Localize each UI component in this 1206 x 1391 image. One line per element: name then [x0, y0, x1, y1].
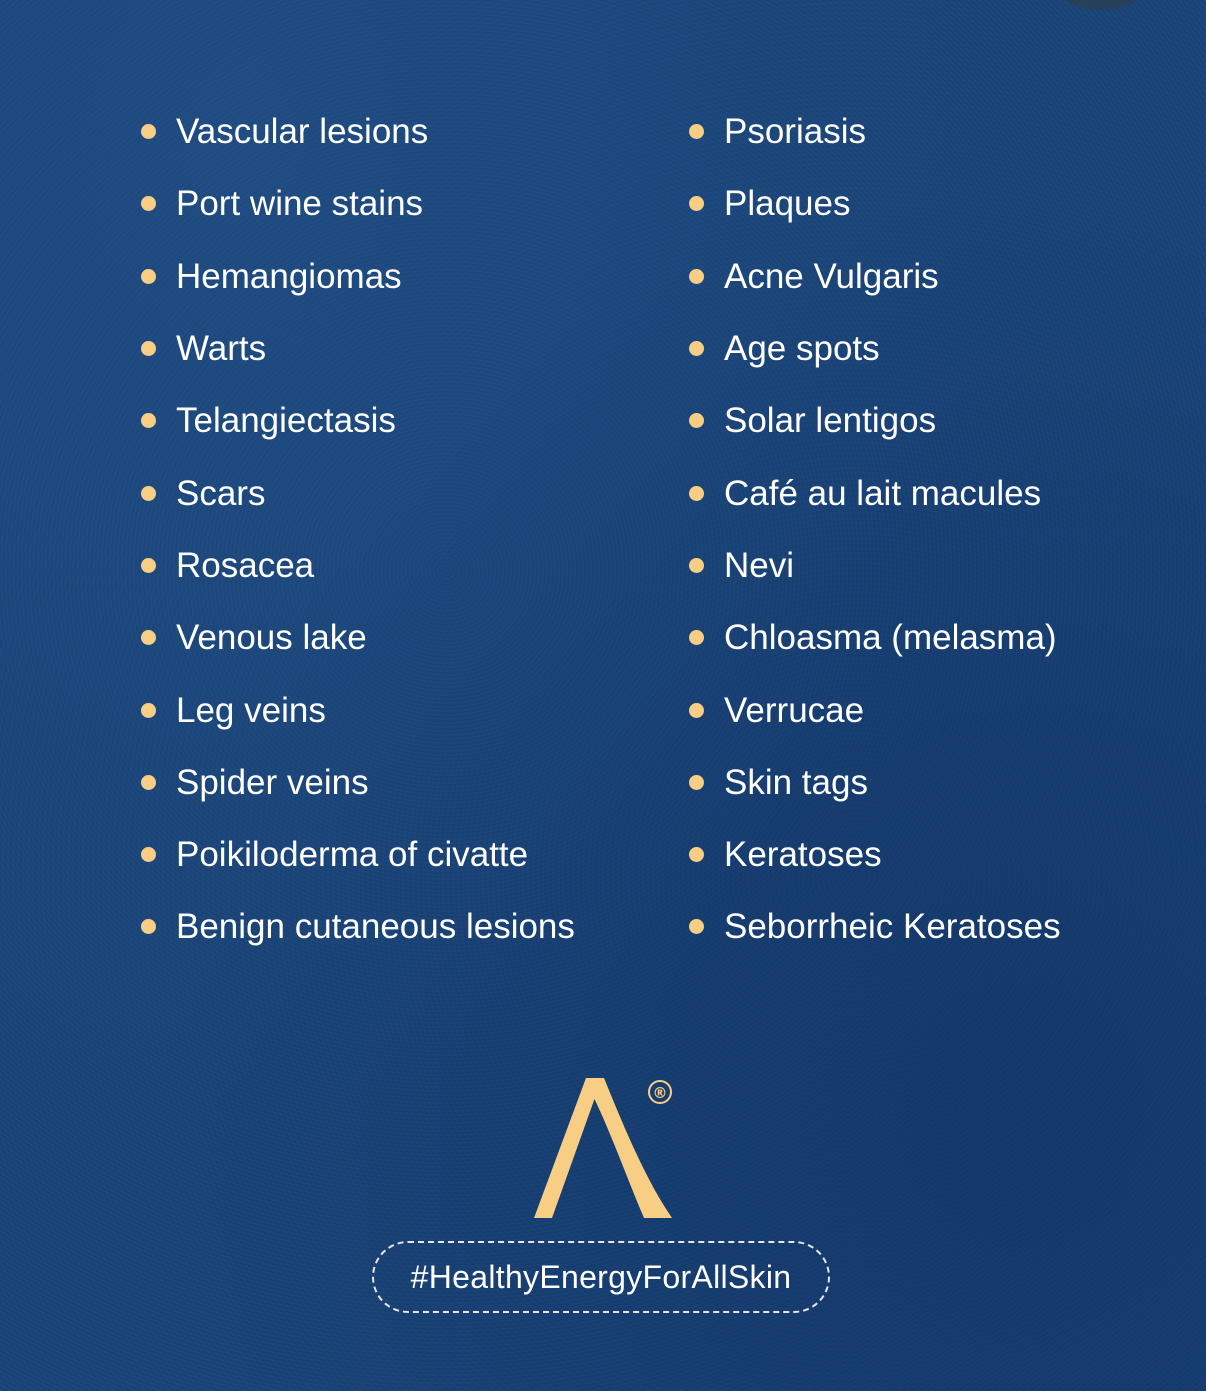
bullet-icon [689, 847, 704, 862]
bullet-icon [141, 196, 156, 211]
bullet-icon [689, 630, 704, 645]
right-column [686, 96, 1061, 964]
bullet-icon [141, 486, 156, 501]
list-item [686, 385, 1061, 457]
list-item-label: Seborrheic Keratoses [724, 907, 1061, 947]
registered-mark: ® [652, 1084, 668, 1102]
list-item [686, 457, 1061, 529]
list-item [686, 674, 1061, 746]
list-item [686, 602, 1061, 674]
list-item-label: Age spots [724, 329, 880, 369]
list-item-label: Café au lait macules [724, 473, 1042, 513]
bullet-icon [141, 269, 156, 284]
left-column [138, 96, 575, 964]
list-item-label: Psoriasis [724, 112, 866, 152]
list-item-label: Benign cutaneous lesions [176, 907, 575, 947]
bullet-icon [689, 558, 704, 573]
list-item [138, 96, 575, 168]
list-item [686, 241, 1061, 313]
hashtag-text: #HealthyEnergyForAllSkin [410, 1258, 792, 1295]
bullet-icon [141, 847, 156, 862]
list-item-label: Keratoses [724, 835, 882, 875]
bullet-icon [689, 486, 704, 501]
bullet-icon [141, 341, 156, 356]
list-item-label: Solar lentigos [724, 401, 937, 441]
list-item [686, 96, 1061, 168]
list-item [686, 747, 1061, 819]
list-item-label: Chloasma (melasma) [724, 618, 1057, 658]
list-item [686, 313, 1061, 385]
bullet-icon [689, 413, 704, 428]
list-item-label: Poikiloderma of civatte [176, 835, 529, 875]
brand-a-logo-icon [530, 1072, 680, 1222]
list-item [138, 385, 575, 457]
list-item [138, 747, 575, 819]
bullet-icon [141, 775, 156, 790]
list-item-label: Port wine stains [176, 184, 424, 224]
list-item [686, 891, 1061, 963]
list-item [138, 530, 575, 602]
list-item-label: Acne Vulgaris [724, 256, 939, 296]
list-item [138, 891, 575, 963]
list-item-label: Leg veins [176, 690, 326, 730]
list-item-label: Verrucae [724, 690, 865, 730]
list-item [138, 457, 575, 529]
conditions-list [138, 96, 1118, 976]
list-item [686, 168, 1061, 240]
list-item [138, 168, 575, 240]
list-item [686, 530, 1061, 602]
list-item-label: Nevi [724, 545, 795, 585]
list-item-label: Rosacea [176, 545, 315, 585]
list-item-label: Telangiectasis [176, 401, 396, 441]
bullet-icon [689, 703, 704, 718]
bullet-icon [141, 703, 156, 718]
list-item [138, 674, 575, 746]
bullet-icon [141, 630, 156, 645]
list-item [686, 819, 1061, 891]
list-item-label: Skin tags [724, 762, 868, 802]
list-item-label: Vascular lesions [176, 112, 429, 152]
logo-a-left-stroke [534, 1078, 602, 1218]
bullet-icon [689, 775, 704, 790]
bullet-icon [689, 124, 704, 139]
list-item-label: Warts [176, 329, 267, 369]
list-item-label: Hemangiomas [176, 256, 402, 296]
bullet-icon [141, 413, 156, 428]
list-item-label: Plaques [724, 184, 851, 224]
list-item [138, 819, 575, 891]
bullet-icon [141, 919, 156, 934]
list-item [138, 313, 575, 385]
list-item-label: Spider veins [176, 762, 369, 802]
list-item-label: Scars [176, 473, 266, 513]
hashtag-badge [372, 1241, 830, 1313]
bullet-icon [689, 341, 704, 356]
bullet-icon [689, 269, 704, 284]
bullet-icon [141, 124, 156, 139]
bullet-icon [689, 196, 704, 211]
list-item-label: Venous lake [176, 618, 367, 658]
list-item [138, 241, 575, 313]
bullet-icon [141, 558, 156, 573]
corner-decoration [1056, 0, 1146, 10]
list-item [138, 602, 575, 674]
bullet-icon [689, 919, 704, 934]
